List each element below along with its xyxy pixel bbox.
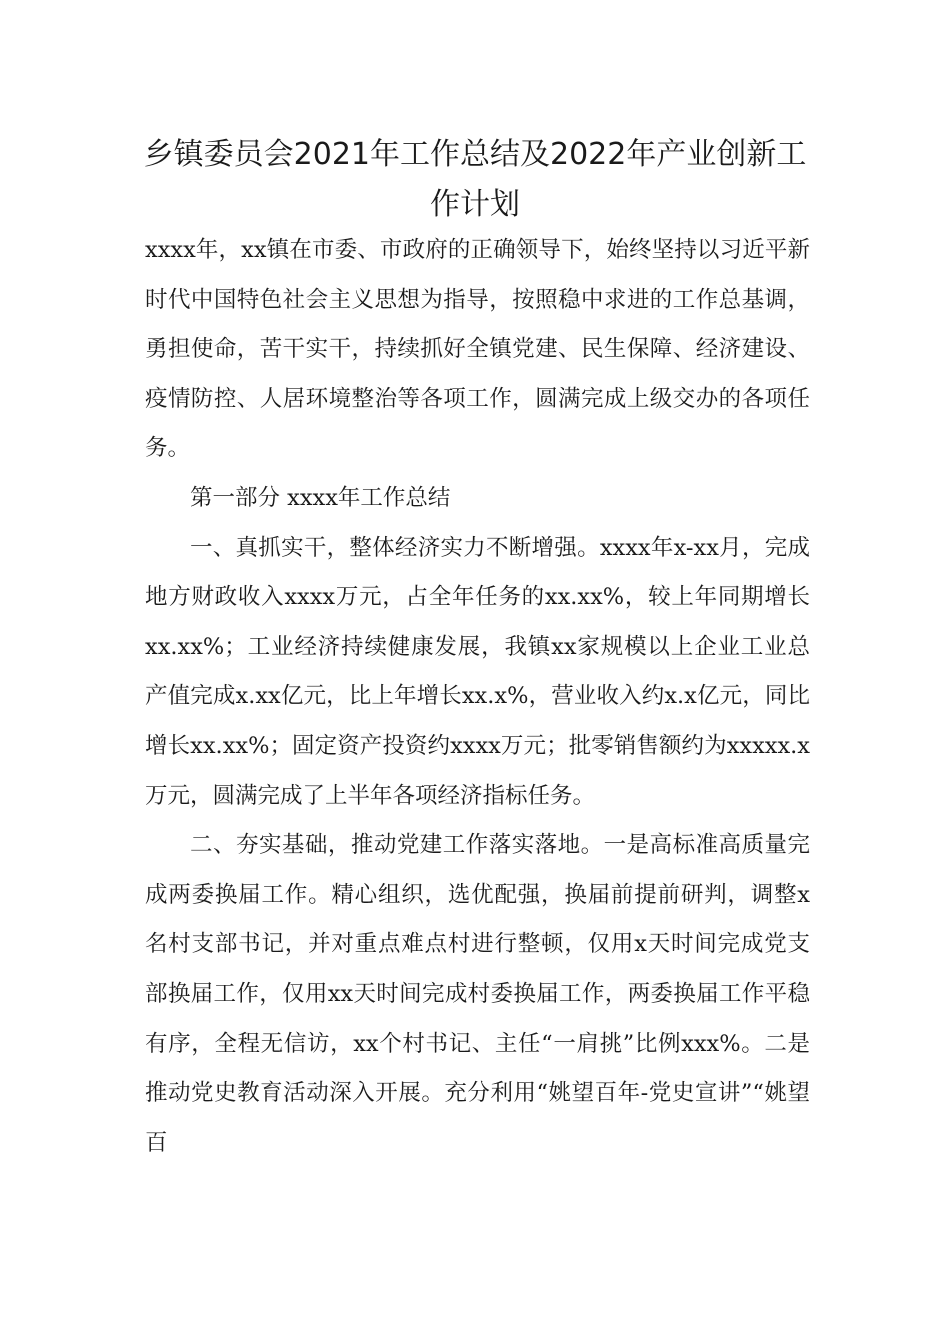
paragraph-party-building: 二、夯实基础，推动党建工作落实落地。一是高标准高质量完成两委换届工作。精心组织，选优配强，换届前提前研判，调整x名村支部书记，并对重点难点村进行整顿，仅用x天时间完成党支部换届工作，仅用xx天时间完成村委换届工作，两委换届工作平稳有序，全程无信访，xx个村书记、主任“一肩挑”比例xxx%。二是推动党史教育活动深入开展。充分利用“姚望百年-党史宣讲”“姚望百 (145, 832, 810, 1156)
document-title: 乡镇委员会2021年工作总结及2022年产业创新工作计划 (143, 137, 807, 222)
paragraph-intro: xxxx年，xx镇在市委、市政府的正确领导下，始终坚持以习近平新时代中国特色社会主义思想为指导，按照稳中求进的工作总基调，勇担使命，苦干实干，持续抓好全镇党建、民生保障、经济建设、疫情防控、人居环境整治等各项工作，圆满完成上级交办的各项任务。 (145, 237, 810, 462)
section-heading: 第一部分 xxxx年工作总结 (190, 484, 451, 511)
paragraph-economy: 一、真抓实干，整体经济实力不断增强。xxxx年x-xx月，完成地方财政收入xxxx万元，占全年任务的xx.xx%，较上年同期增长xx.xx%；工业经济持续健康发展，我镇xx家规模以上企业工业总产值完成x.xx亿元，比上年增长xx.x%，营业收入约x.x亿元，同比增长xx.xx%；固定资产投资约xxxx万元；批零销售额约为xxxxx.x万元，圆满完成了上半年各项经济指标任务。 (145, 534, 810, 809)
document-body (145, 226, 810, 1168)
